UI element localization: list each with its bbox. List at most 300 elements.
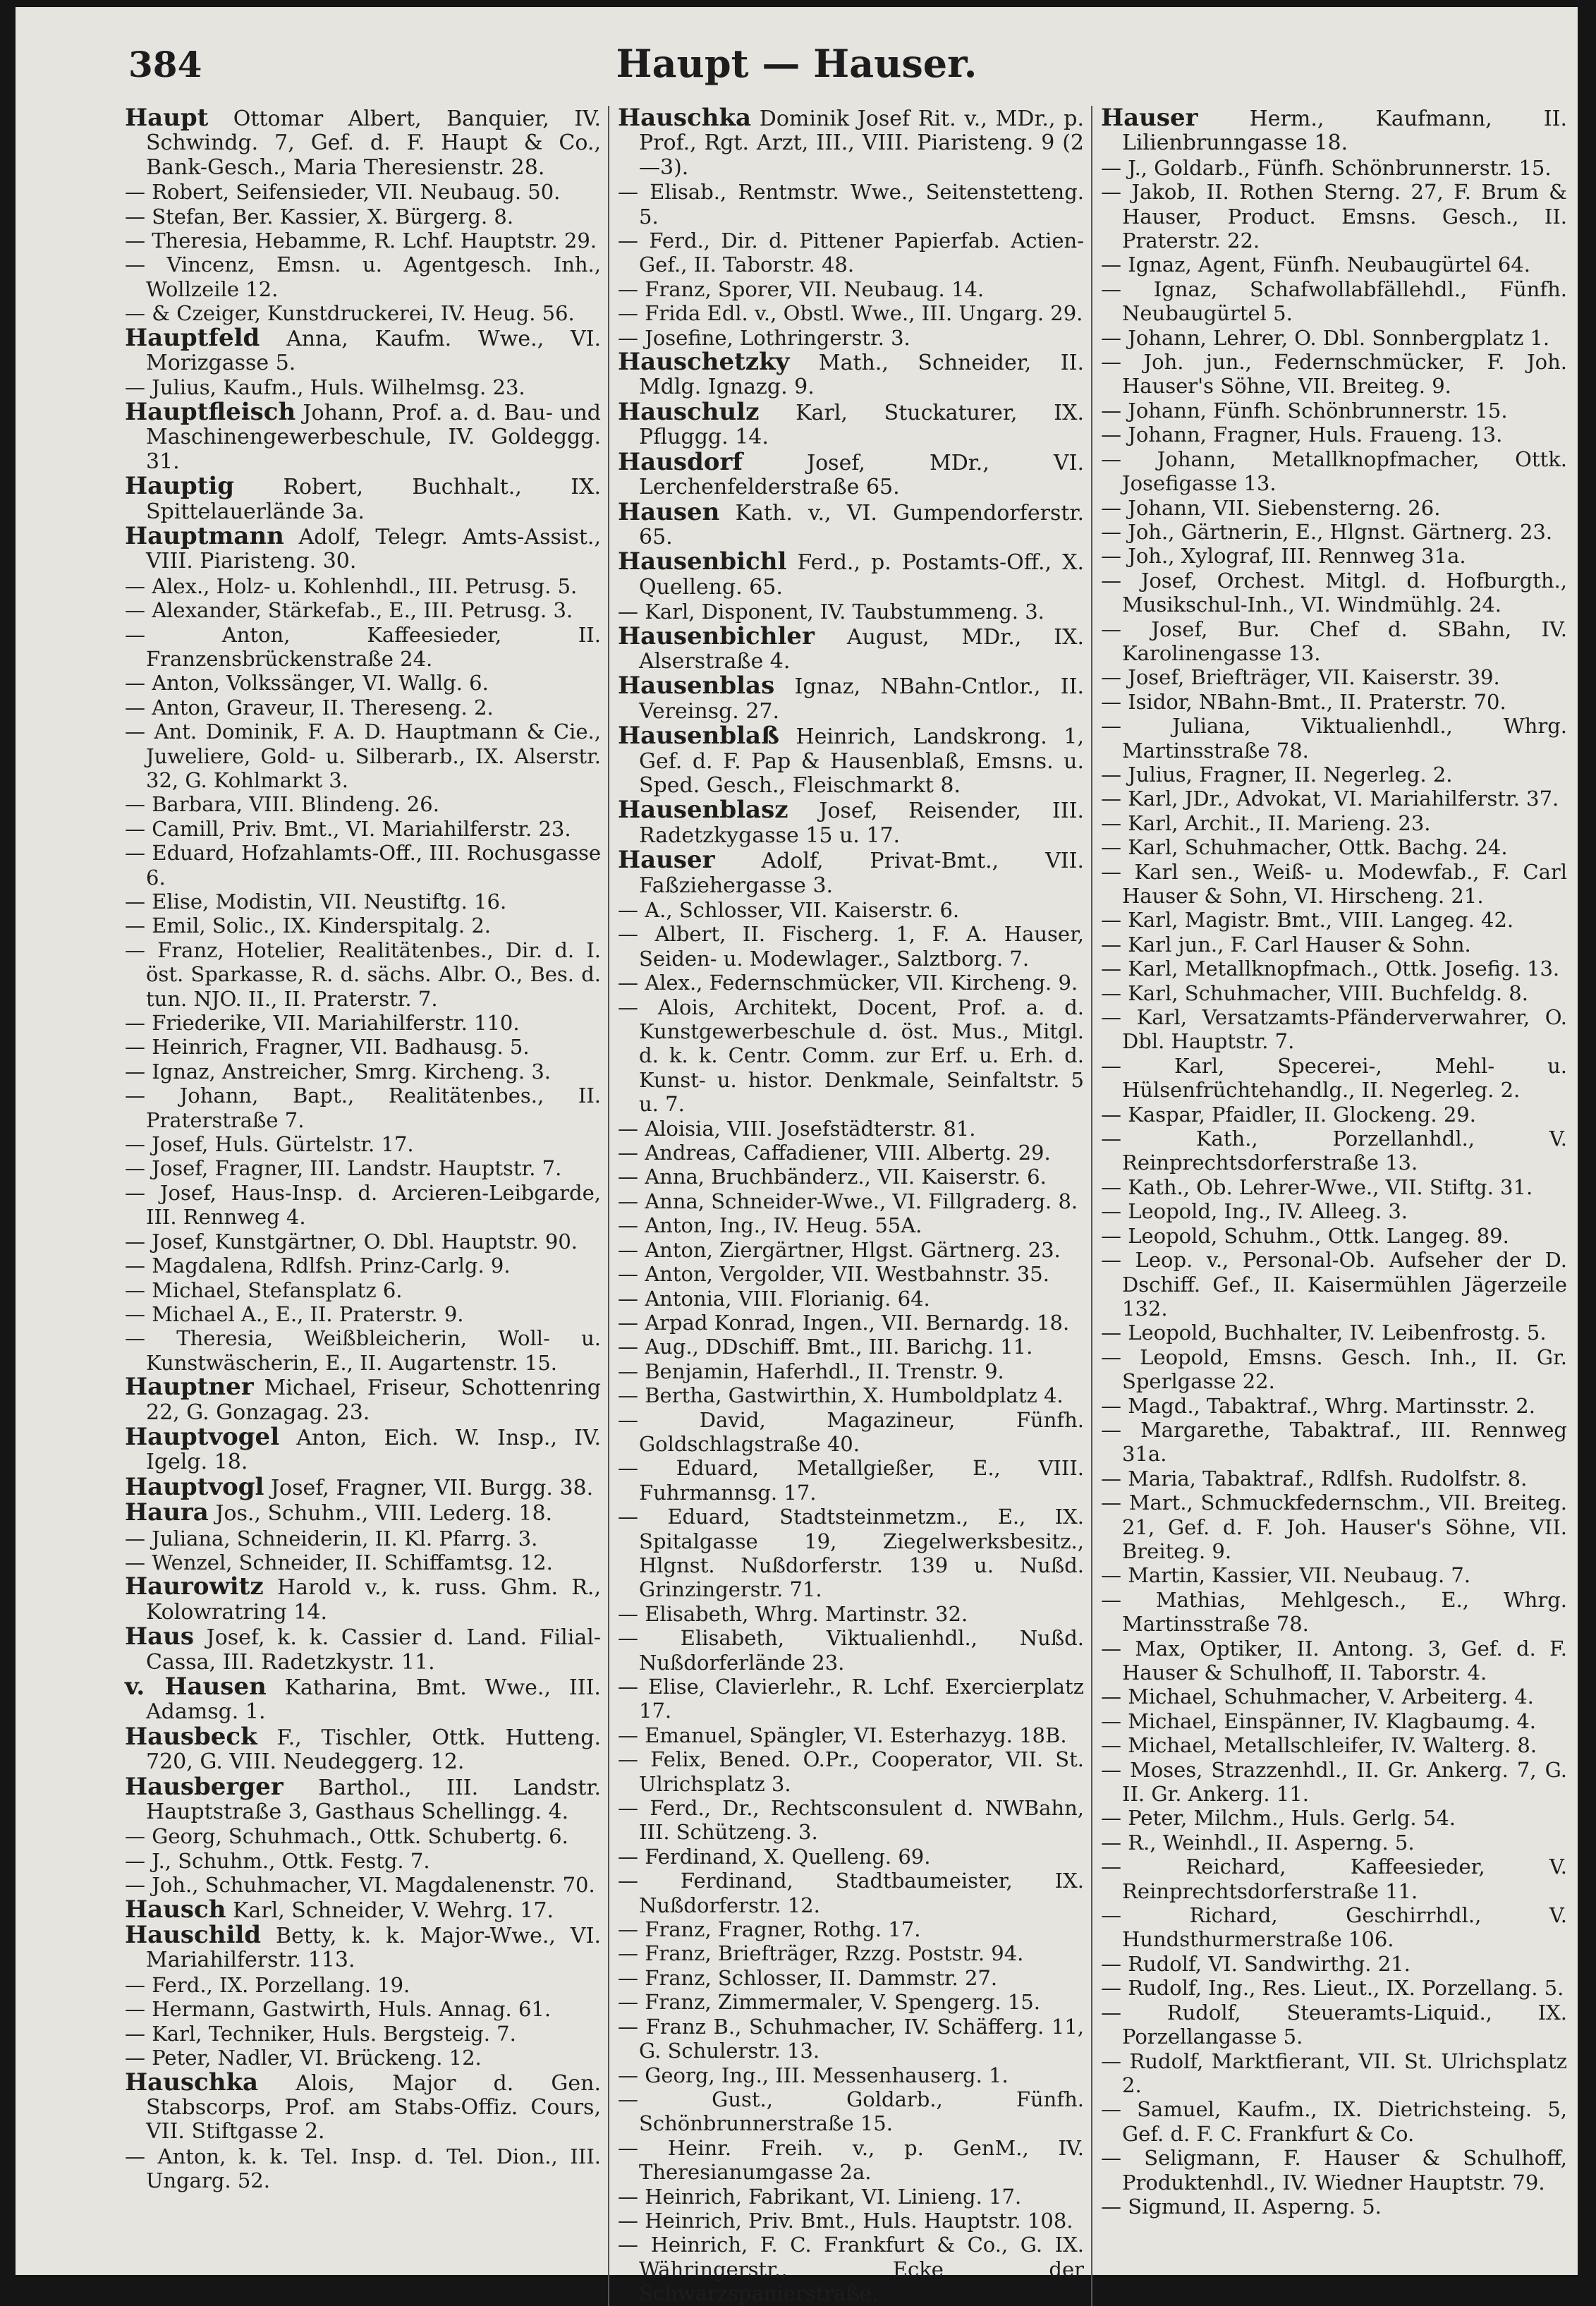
entry-text: Ignaz, NBahn-Cntlor., II. Vereinsg. 27. — [639, 674, 1084, 724]
directory-page — [16, 7, 1578, 2306]
directory-entry — [618, 1287, 1084, 1311]
directory-entry — [125, 1326, 601, 1375]
directory-entry — [1101, 399, 1567, 423]
entry-text: — Kath., Ob. Lehrer-Wwe., VII. Stiftg. 31. — [1101, 1175, 1533, 1199]
entry-text: — Michael, Schuhmacher, V. Arbeiterg. 4. — [1101, 1685, 1534, 1709]
directory-entry — [618, 2136, 1084, 2185]
entry-text: — Alex., Federnschmücker, VII. Kircheng. 9. — [618, 971, 1078, 995]
directory-entry — [125, 1772, 601, 1825]
entry-surname: Haupt — [125, 104, 209, 132]
entry-text: — R., Weinhdl., II. Asperng. 5. — [1101, 1830, 1415, 1855]
directory-entry — [618, 277, 1084, 301]
entry-text: — Mathias, Mehlgesch., E., Whrg. Martinsstraße 78. — [1101, 1587, 1567, 1637]
entry-text: — Alois, Architekt, Docent, Prof. a. d. Kunstgewerbeschule d. öst. Mus., Mitgl. d. k. k. Centr. Comm. zur Erf. u. Erh. d. Kunst- u. histor. Denkmale, Seinfaltstr. 5 u. 7. — [618, 995, 1084, 1117]
directory-entry — [618, 350, 1084, 400]
directory-entry — [618, 2015, 1084, 2063]
directory-entry — [1101, 1199, 1567, 1223]
directory-entry — [1101, 496, 1567, 520]
directory-entry — [618, 724, 1084, 798]
directory-entry — [618, 621, 1084, 674]
directory-entry — [618, 2233, 1084, 2305]
entry-text: — Seligmann, F. Hauser & Schulhoff, Produktenhdl., IV. Wiedner Hauptstr. 79. — [1101, 2146, 1567, 2195]
entry-text: — Ferd., IX. Porzellang. 19. — [125, 1972, 410, 1997]
entry-text: Harold v., k. russ. Ghm. R., Kolowratring 14. — [146, 1575, 601, 1625]
directory-entry — [125, 2070, 601, 2144]
entry-text: Josef, Reisender, III. Radetzkygasse 15 u. 17. — [639, 799, 1084, 848]
entry-surname: Haurowitz — [125, 1572, 264, 1601]
directory-entry — [1101, 835, 1567, 859]
entry-text: — Alexander, Stärkefab., E., III. Petrusg. 3. — [125, 598, 573, 623]
entry-text: Karl, Schneider, V. Wehrg. 17. — [232, 1898, 554, 1923]
entry-text: August, MDr., IX. Alserstraße 4. — [639, 624, 1084, 674]
directory-entry — [1101, 2097, 1567, 2146]
entry-text: — Anton, k. k. Tel. Insp. d. Tel. Dion., III. Ungarg. 52. — [125, 2144, 601, 2193]
directory-entry — [125, 720, 601, 792]
entry-text: — Josef, Haus-Insp. d. Arcieren-Leibgarde, III. Rennweg 4. — [125, 1180, 601, 1230]
directory-entry — [125, 375, 601, 399]
entry-text: — Leopold, Emsns. Gesch. Inh., II. Gr. Sperlgasse 22. — [1101, 1345, 1567, 1394]
directory-entry — [618, 2209, 1084, 2233]
directory-entry — [618, 1917, 1084, 1941]
entry-text: — Benjamin, Haferhdl., II. Trenstr. 9. — [618, 1359, 1004, 1383]
entry-text: Anna, Kaufm. Wwe., VI. Morizgasse 5. — [146, 326, 601, 376]
directory-entry — [618, 1723, 1084, 1747]
directory-entry — [1101, 1903, 1567, 1952]
entry-text: — Felix, Bened. O.Pr., Cooperator, VII. St. Ulrichsplatz 3. — [618, 1747, 1084, 1796]
entry-text: — Kaspar, Pfaidler, II. Glockeng. 29. — [1101, 1102, 1476, 1127]
directory-entry — [125, 1375, 601, 1425]
entry-text: — Rudolf, Ing., Res. Lieut., IX. Porzellang. 5. — [1101, 1976, 1564, 2001]
entry-text: — Margarethe, Tabaktraf., III. Rennweg 31a. — [1101, 1417, 1567, 1467]
entry-surname: Hauptfeld — [125, 323, 260, 352]
entry-text: — Rudolf, VI. Sandwirthg. 21. — [1101, 1951, 1411, 1976]
entry-text: — Arpad Konrad, Ingen., VII. Bernardg. 18. — [618, 1310, 1070, 1335]
entry-text: — Eduard, Hofzahlamts-Off., III. Rochusgasse 6. — [125, 841, 601, 890]
entry-text: — Karl, Archit., II. Marieng. 23. — [1101, 811, 1431, 835]
directory-entry — [618, 497, 1084, 550]
entry-text: — Ferdinand, X. Quelleng. 69. — [618, 1844, 931, 1869]
directory-entry — [618, 1869, 1084, 1917]
entry-surname: Hausdorf — [618, 447, 743, 476]
directory-entry — [125, 890, 601, 914]
directory-entry — [618, 1796, 1084, 1845]
directory-entry — [1101, 2195, 1567, 2219]
entry-text: — Karl, Magistr. Bmt., VIII. Langeg. 42. — [1101, 908, 1514, 933]
entry-text: Heinrich, Landskrong. 1, Gef. d. F. Pap & Hausenblaß, Emsns. u. Sped. Gesch., Fleischmarkt 8. — [639, 724, 1084, 798]
directory-entry — [1101, 1345, 1567, 1394]
entry-text: — Magdalena, Rdlfsh. Prinz-Carlg. 9. — [125, 1254, 511, 1278]
page-number: 384 — [128, 44, 202, 85]
entry-text: — Anna, Bruchbänderz., VII. Kaiserstr. 6. — [618, 1165, 1047, 1189]
entry-surname: Hausen — [618, 497, 720, 526]
column-3 — [1091, 106, 1574, 2306]
entry-text: — Antonia, VIII. Florianig. 64. — [618, 1286, 930, 1311]
directory-entry — [1101, 1563, 1567, 1587]
entry-text: — Camill, Priv. Bmt., VI. Mariahilferstr. 23. — [125, 816, 571, 841]
entry-text: — Ant. Dominik, F. A. D. Hauptmann & Cie., Juweliere, Gold- u. Silberarb., IX. Alserstr. 32, G. Kohlmarkt 3. — [125, 720, 601, 792]
directory-entry — [618, 1238, 1084, 1262]
entry-text: — Robert, Seifensieder, VII. Neubaug. 50. — [125, 180, 561, 205]
entry-text: — Emanuel, Spängler, VI. Esterhazyg. 18B. — [618, 1723, 1067, 1747]
directory-entry — [125, 1422, 601, 1475]
entry-text: — Karl, Schuhmacher, Ottk. Bachg. 24. — [1101, 835, 1508, 860]
entry-text: — Rudolf, Steueramts-Liquid., IX. Porzellangasse 5. — [1101, 2000, 1567, 2049]
directory-entry — [125, 914, 601, 937]
directory-entry — [1101, 1685, 1567, 1709]
directory-entry — [618, 848, 1084, 898]
directory-entry — [618, 971, 1084, 995]
directory-entry — [125, 1181, 601, 1230]
entry-text: — Ferd., Dr., Rechtsconsulent d. NWBahn, III. Schützeng. 3. — [618, 1796, 1084, 1845]
directory-entry — [1101, 665, 1567, 689]
directory-entry — [618, 1505, 1084, 1602]
entry-text: — Rudolf, Marktfierant, VII. St. Ulrichsplatz 2. — [1101, 2049, 1567, 2097]
entry-text: — J., Schuhm., Ottk. Festg. 7. — [125, 1848, 430, 1873]
entry-surname: Hausberger — [125, 1772, 284, 1801]
directory-entry — [618, 898, 1084, 922]
directory-entry — [618, 397, 1084, 450]
directory-entry — [1101, 180, 1567, 253]
directory-entry — [618, 326, 1084, 350]
entry-text: — Ferdinand, Stadtbaumeister, IX. Nußdorferstr. 12. — [618, 1869, 1084, 1917]
entry-surname: Hauptvogel — [125, 1422, 280, 1451]
column-1 — [125, 106, 608, 2306]
entry-text: — Heinr. Freih. v., p. GenM., IV. Theresianumgasse 2a. — [618, 2135, 1084, 2185]
directory-entry — [618, 1383, 1084, 1407]
directory-entry — [125, 180, 601, 204]
entry-text: — Leopold, Buchhalter, IV. Leibenfrostg. 5. — [1101, 1321, 1547, 1345]
entry-surname: Hausch — [125, 1895, 226, 1924]
entry-surname: Hauschild — [125, 1921, 262, 1950]
entry-text: — Ignaz, Anstreicher, Smrg. Kircheng. 3. — [125, 1059, 552, 1084]
entry-text: — Juliana, Schneiderin, II. Kl. Pfarrg. 3. — [125, 1526, 538, 1551]
directory-entry — [618, 1456, 1084, 1505]
directory-entry — [125, 1500, 601, 1526]
entry-text: Jos., Schuhm., VIII. Lederg. 18. — [215, 1501, 553, 1527]
directory-entry — [125, 598, 601, 622]
directory-entry — [1101, 2049, 1567, 2098]
entry-text: — Anton, Kaffeesieder, II. Franzensbrückenstraße 24. — [125, 622, 601, 671]
entry-text: — Heinrich, Fragner, VII. Badhausg. 5. — [125, 1035, 530, 1060]
directory-entry — [1101, 1224, 1567, 1248]
directory-entry — [618, 600, 1084, 624]
directory-entry — [1101, 106, 1567, 156]
directory-entry — [618, 1335, 1084, 1359]
directory-entry — [125, 1060, 601, 1084]
entry-text: — Michael, Stefansplatz 6. — [125, 1278, 403, 1302]
entry-text: — Frida Edl. v., Obstl. Wwe., III. Ungarg. 29. — [618, 301, 1083, 326]
entry-text: — Gust., Goldarb., Fünfh. Schönbrunnerstraße 15. — [618, 2087, 1084, 2136]
directory-entry — [125, 474, 601, 524]
entry-text: Ferd., p. Postamts-Off., X. Quelleng. 65. — [639, 550, 1084, 600]
entry-text: — Ferd., Dir. d. Pittener Papierfab. Actien-Gef., II. Taborstr. 48. — [618, 229, 1084, 277]
directory-entry — [125, 2022, 601, 2046]
entry-text: Alois, Major d. Gen. Stabscorps, Prof. am Stabs-Offiz. Cours, VII. Stiftgasse 2. — [146, 2070, 601, 2144]
entry-text: — Martin, Kassier, VII. Neubaug. 7. — [1101, 1563, 1471, 1588]
entry-text: — Johann, Bapt., Realitätenbes., II. Praterstraße 7. — [125, 1084, 601, 1132]
directory-entry — [1101, 811, 1567, 835]
directory-entry — [618, 2185, 1084, 2209]
directory-entry — [125, 1011, 601, 1035]
entry-text: — Richard, Geschirrhdl., V. Hundsthurmerstraße 106. — [1101, 1903, 1567, 1952]
entry-text: Josef, Fragner, VII. Burgg. 38. — [271, 1475, 594, 1500]
entry-text: — Karl jun., F. Carl Hauser & Sohn. — [1101, 932, 1471, 957]
page-header — [16, 7, 1578, 92]
entry-text: — Albert, II. Fischerg. 1, F. A. Hauser, Seiden- u. Modewlager., Salztborg. 7. — [618, 922, 1084, 971]
entry-text: — Michael, Einspänner, IV. Klagbaumg. 4. — [1101, 1709, 1537, 1733]
directory-entry — [125, 1527, 601, 1551]
directory-entry — [1101, 569, 1567, 617]
entry-text: — Leopold, Schuhm., Ottk. Langeg. 89. — [1101, 1223, 1509, 1248]
entry-text: Johann, Prof. a. d. Bau- und Maschinengewerbeschule, IV. Goldeggg. 31. — [146, 400, 601, 474]
directory-entry — [1101, 2001, 1567, 2049]
directory-entry — [618, 798, 1084, 848]
entry-text: — Vincenz, Emsn. u. Agentgesch. Inh., Wollzeile 12. — [125, 253, 601, 301]
entry-text: — Josef, Briefträger, VII. Kaiserstr. 39. — [1101, 665, 1500, 690]
entry-text: — Jakob, II. Rothen Sterng. 27, F. Brum & Hauser, Product. Emsns. Gesch., II. Praterstr. 22. — [1101, 180, 1567, 253]
columns — [125, 106, 1574, 2306]
entry-text: — Hermann, Gastwirth, Huls. Annag. 61. — [125, 1997, 552, 2022]
entry-text: — Franz, Fragner, Rothg. 17. — [618, 1917, 921, 1942]
directory-entry — [1101, 763, 1567, 787]
directory-entry — [618, 1675, 1084, 1723]
directory-entry — [1101, 447, 1567, 496]
directory-entry — [1101, 1248, 1567, 1321]
directory-entry — [618, 1359, 1084, 1383]
entry-text: — Johann, Lehrer, O. Dbl. Sonnbergplatz 1. — [1101, 325, 1550, 350]
entry-surname: Hauschka — [125, 2068, 259, 2096]
directory-entry — [125, 229, 601, 253]
entry-text: — Julius, Fragner, II. Negerleg. 2. — [1101, 762, 1453, 787]
entry-text: — Juliana, Viktualienhdl., Whrg. Martinsstraße 78. — [1101, 714, 1567, 763]
entry-text: — Elisabeth, Whrg. Martinstr. 32. — [618, 1601, 968, 1626]
entry-text: — Magd., Tabaktraf., Whrg. Martinsstr. 2. — [1101, 1393, 1535, 1418]
directory-entry — [125, 671, 601, 695]
directory-entry — [618, 1990, 1084, 2014]
entry-text: — Elise, Modistin, VII. Neustiftg. 16. — [125, 890, 507, 914]
directory-entry — [618, 1966, 1084, 1990]
directory-entry — [1101, 350, 1567, 399]
entry-text: — Karl, Disponent, IV. Taubstummeng. 3. — [618, 600, 1044, 624]
directory-entry — [618, 1262, 1084, 1286]
directory-entry — [618, 447, 1084, 500]
directory-entry — [618, 1117, 1084, 1141]
entry-text: — Andreas, Caffadiener, VIII. Albertg. 29. — [618, 1141, 1051, 1165]
entry-surname: Hauptner — [125, 1373, 254, 1402]
entry-text: — Franz B., Schuhmacher, IV. Schäfferg. 11, G. Schulerstr. 13. — [618, 2014, 1084, 2063]
entry-text: Josef, k. k. Cassier d. Land. Filial-Cassa, III. Radetzkystr. 11. — [146, 1625, 601, 1675]
entry-text: Adolf, Privat-Bmt., VII. Faßziehergasse 3. — [639, 849, 1084, 898]
entry-text: — Josefine, Lothringerstr. 3. — [618, 325, 910, 350]
directory-entry — [125, 205, 601, 229]
directory-entry — [1101, 1758, 1567, 1807]
entry-text: Ottomar Albert, Banquier, IV. Schwindg. 7, Gef. d. F. Haupt & Co., Bank-Gesch., Maria Theresienstr. 28. — [146, 107, 601, 180]
directory-entry — [125, 1156, 601, 1180]
entry-text: F., Tischler, Ottk. Hutteng. 720, G. VIII. Neudeggerg. 12. — [146, 1725, 601, 1775]
entry-text: — Mart., Schmuckfedernschm., VII. Breiteg. 21, Gef. d. F. Joh. Hauser's Söhne, VII. Breiteg. 9. — [1101, 1491, 1567, 1563]
directory-entry — [1101, 156, 1567, 180]
directory-entry — [1101, 908, 1567, 932]
entry-text: — Peter, Nadler, VI. Brückeng. 12. — [125, 2046, 482, 2070]
entry-text: — Karl, JDr., Advokat, VI. Mariahilferstr. 37. — [1101, 787, 1559, 811]
entry-text: — Michael A., E., II. Praterstr. 9. — [125, 1301, 464, 1326]
entry-text: — Leop. v., Personal-Ob. Aufseher der D. Dschiff. Gef., II. Kaisermühlen Jägerzeile 132. — [1101, 1248, 1567, 1321]
directory-entry — [125, 1895, 601, 1924]
entry-text: — Josef, Kunstgärtner, O. Dbl. Hauptstr. 90. — [125, 1229, 578, 1254]
directory-entry — [1101, 860, 1567, 909]
entry-text: — Michael, Metallschleifer, IV. Walterg. 8. — [1101, 1733, 1537, 1758]
entry-surname: Hauser — [1101, 104, 1198, 132]
entry-text: Michael, Friseur, Schottenring 22, G. Gonzagag. 23. — [146, 1376, 601, 1425]
entry-text: — Joh., Schuhmacher, VI. Magdalenenstr. 70. — [125, 1873, 595, 1898]
entry-text: — Heinrich, Fabrikant, VI. Linieng. 17. — [618, 2184, 1022, 2209]
entry-text: — Elisabeth, Viktualienhdl., Nußd. Nußdorferlände 23. — [618, 1626, 1084, 1675]
entry-text: — Sigmund, II. Asperng. 5. — [1101, 2194, 1382, 2219]
directory-entry — [125, 1132, 601, 1156]
entry-text: — Georg, Ing., III. Messenhauserg. 1. — [618, 2063, 1009, 2087]
running-head: Haupt — Hauser. — [616, 41, 977, 86]
entry-text: — Karl, Metallknopfmach., Ottk. Josefig. 13. — [1101, 957, 1560, 981]
entry-text: — Johann, Metallknopfmacher, Ottk. Josefigasse 13. — [1101, 447, 1567, 496]
entry-surname: Hauschetzky — [618, 348, 790, 377]
entry-text: — Moses, Strazzenhdl., II. Gr. Ankerg. 7, G. II. Gr. Ankerg. 11. — [1101, 1757, 1567, 1807]
entry-text: — Anna, Schneider-Wwe., VI. Fillgraderg. 8. — [618, 1189, 1078, 1213]
directory-entry — [125, 1302, 601, 1326]
entry-text: — Georg, Schuhmach., Ottk. Schubertg. 6. — [125, 1824, 568, 1849]
entry-text: — Alex., Holz- u. Kohlenhdl., III. Petrusg. 5. — [125, 574, 578, 598]
directory-entry — [618, 547, 1084, 600]
directory-entry — [618, 1408, 1084, 1457]
directory-entry — [618, 180, 1084, 229]
entry-text: Anton, Eich. W. Insp., IV. Igelg. 18. — [146, 1425, 601, 1475]
entry-text: — Theresia, Weißbleicherin, Woll- u. Kunstwäscherin, E., II. Augartenstr. 15. — [125, 1326, 601, 1375]
entry-text: — Elisab., Rentmstr. Wwe., Seitenstetteng. 5. — [618, 180, 1084, 229]
entry-text: — Friederike, VII. Mariahilferstr. 110. — [125, 1011, 520, 1036]
entry-text: — Franz, Schlosser, II. Dammstr. 27. — [618, 1965, 998, 1990]
entry-surname: Hauptfleisch — [125, 397, 296, 426]
directory-entry — [125, 1722, 601, 1775]
directory-entry — [125, 1472, 601, 1501]
directory-entry — [1101, 1103, 1567, 1127]
directory-entry — [618, 1311, 1084, 1335]
directory-entry — [618, 301, 1084, 325]
entry-text: — Josef, Huls. Gürtelstr. 17. — [125, 1132, 414, 1157]
entry-surname: Hausenblas — [618, 672, 775, 700]
entry-surname: Haura — [125, 1498, 209, 1527]
directory-entry — [1101, 714, 1567, 763]
directory-entry — [125, 397, 601, 474]
entry-text: — Eduard, Metallgießer, E., VIII. Fuhrmannsg. 17. — [618, 1456, 1084, 1505]
directory-entry — [125, 696, 601, 720]
directory-entry — [125, 1278, 601, 1302]
directory-entry — [1101, 1855, 1567, 1903]
directory-entry — [1101, 253, 1567, 277]
entry-surname: Hauser — [618, 846, 715, 875]
entry-text: — Kath., Porzellanhdl., V. Reinprechtsdorferstraße 13. — [1101, 1127, 1567, 1175]
entry-text: — Leopold, Ing., IV. Alleeg. 3. — [1101, 1199, 1408, 1224]
entry-text: — Johann, Fünfh. Schönbrunnerstr. 15. — [1101, 398, 1508, 423]
directory-entry — [125, 1035, 601, 1059]
entry-text: — Johann, Fragner, Huls. Fraueng. 13. — [1101, 423, 1503, 447]
entry-text: — Anton, Graveur, II. Thereseng. 2. — [125, 695, 494, 720]
entry-text: — Joh., Gärtnerin, E., Hlgnst. Gärtnerg. 23. — [1101, 519, 1553, 544]
entry-text: — Joh., Xylograf, III. Rennweg 31a. — [1101, 544, 1466, 569]
entry-text: — Josef, Bur. Chef d. SBahn, IV. Karolinengasse 13. — [1101, 617, 1567, 665]
entry-text: — Anton, Ing., IV. Heug. 55A. — [618, 1213, 922, 1238]
entry-surname: Hausenbichler — [618, 621, 815, 650]
entry-text: Katharina, Bmt. Wwe., III. Adamsg. 1. — [146, 1675, 601, 1725]
entry-text: Betty, k. k. Major-Wwe., VI. Mariahilferstr. 113. — [146, 1924, 601, 1973]
directory-entry — [125, 301, 601, 325]
entry-text: — Eduard, Stadtsteinmetzm., E., IX. Spitalgasse 19, Ziegelwerksbesitz., Hlgnst. Nußdorferstr. 139 u. Nußd. Grinzingerstr. 71. — [618, 1505, 1084, 1602]
directory-entry — [1101, 1831, 1567, 1855]
directory-entry — [618, 1602, 1084, 1626]
entry-surname: Hausenbichl — [618, 547, 787, 576]
entry-text: — Stefan, Ber. Kassier, X. Bürgerg. 8. — [125, 204, 514, 229]
entry-text: — Heinrich, Priv. Bmt., Huls. Hauptstr. 108. — [618, 2208, 1073, 2233]
directory-entry — [618, 106, 1084, 180]
entry-surname: Hausenblasz — [618, 796, 788, 825]
directory-entry — [125, 1824, 601, 1848]
directory-entry — [1101, 787, 1567, 811]
directory-entry — [125, 1084, 601, 1132]
directory-entry — [125, 1873, 601, 1897]
directory-entry — [1101, 1321, 1567, 1345]
directory-entry — [1101, 981, 1567, 1005]
entry-text: Karl, Stuckaturer, IX. Pfluggg. 14. — [639, 400, 1084, 450]
directory-entry — [618, 1213, 1084, 1237]
directory-entry — [1101, 520, 1567, 544]
entry-text: Robert, Buchhalt., IX. Spittelauerlände 3a. — [146, 475, 601, 524]
entry-text: — Theresia, Hebamme, R. Lchf. Hauptstr. 29. — [125, 229, 597, 253]
directory-entry — [1101, 957, 1567, 981]
entry-surname: Hausenblaß — [618, 722, 779, 751]
entry-text: — Joh. jun., Federnschmücker, F. Joh. Hauser's Söhne, VII. Breiteg. 9. — [1101, 350, 1567, 399]
column-2 — [608, 106, 1091, 2306]
directory-entry — [618, 1626, 1084, 1675]
directory-entry — [1101, 544, 1567, 568]
directory-entry — [125, 1254, 601, 1278]
entry-text: — Josef, Fragner, III. Landstr. Hauptstr. 7. — [125, 1156, 562, 1181]
directory-entry — [1101, 1394, 1567, 1418]
directory-entry — [618, 1165, 1084, 1189]
entry-text: — Aug., DDschiff. Bmt., III. Barichg. 11. — [618, 1335, 1033, 1359]
directory-entry — [1101, 2146, 1567, 2195]
entry-text: — Karl, Specerei-, Mehl- u. Hülsenfrüchtehandlg., II. Negerleg. 2. — [1101, 1053, 1567, 1103]
entry-text: — Ignaz, Agent, Fünfh. Neubaugürtel 64. — [1101, 253, 1530, 277]
entry-text: Dominik Josef Rit. v., MDr., p. Prof., Rgt. Arzt, III., VIII. Piaristeng. 9 (2—3). — [639, 107, 1084, 180]
directory-entry — [125, 792, 601, 816]
entry-text: Adolf, Telegr. Amts-Assist., VIII. Piaristeng. 30. — [146, 524, 601, 574]
directory-entry — [1101, 1418, 1567, 1467]
directory-entry — [125, 817, 601, 841]
entry-text: Herm., Kaufmann, II. Lilienbrunngasse 18. — [1122, 107, 1567, 156]
entry-text: — Max, Optiker, II. Antong. 3, Gef. d. F. Hauser & Schulhoff, II. Taborstr. 4. — [1101, 1636, 1567, 1685]
entry-text: — Reichard, Kaffeesieder, V. Reinprechtsdorferstraße 11. — [1101, 1855, 1567, 1903]
directory-entry — [125, 1622, 601, 1675]
directory-entry — [618, 2063, 1084, 2087]
directory-entry — [618, 995, 1084, 1117]
directory-entry — [618, 1189, 1084, 1213]
entry-surname: Hauschulz — [618, 397, 760, 426]
directory-entry — [125, 841, 601, 890]
entry-text: — Isidor, NBahn-Bmt., II. Praterstr. 70. — [1101, 689, 1506, 714]
entry-text: — Barbara, VIII. Blindeng. 26. — [125, 792, 439, 817]
entry-text: — Maria, Tabaktraf., Rdlfsh. Rudolfstr. 8. — [1101, 1466, 1528, 1491]
entry-surname: Hauptmann — [125, 521, 284, 550]
directory-entry — [1101, 1709, 1567, 1733]
directory-entry — [618, 674, 1084, 724]
